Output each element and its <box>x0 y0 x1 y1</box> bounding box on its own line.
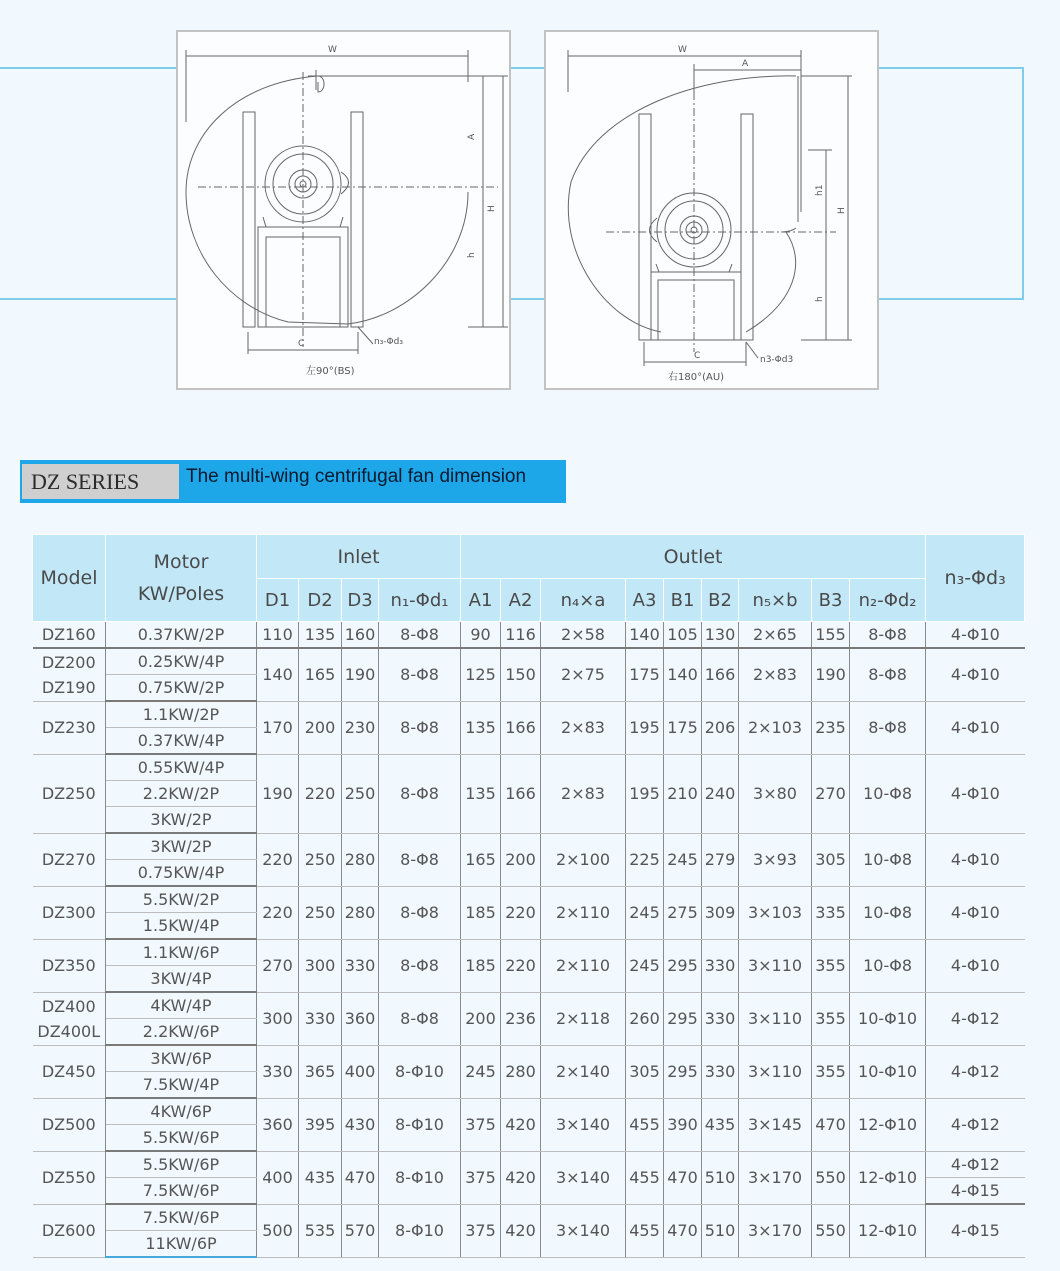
n3-d3-cell: 4-Φ12 <box>926 1151 1025 1178</box>
model-name: DZ300 <box>41 902 96 922</box>
header-col-9: B2 <box>702 579 739 622</box>
value-cell: 335 <box>812 886 850 939</box>
value-cell: 330 <box>342 939 379 992</box>
header-col-6: n₄×a <box>541 579 626 622</box>
value-cell: 365 <box>299 1045 342 1098</box>
motor-cell: 0.55KW/4P <box>106 754 257 781</box>
value-cell: 10-Φ8 <box>850 939 926 992</box>
value-cell: 195 <box>626 754 664 833</box>
motor-cell: 7.5KW/6P <box>106 1204 257 1231</box>
value-cell: 300 <box>257 992 299 1045</box>
value-cell: 455 <box>626 1151 664 1204</box>
motor-cell: 1.5KW/4P <box>106 913 257 940</box>
motor-cell: 4KW/4P <box>106 992 257 1019</box>
value-cell: 3×110 <box>739 992 812 1045</box>
value-cell: 150 <box>501 648 541 701</box>
value-cell: 185 <box>461 886 501 939</box>
value-cell: 455 <box>626 1204 664 1257</box>
value-cell: 135 <box>299 622 342 649</box>
value-cell: 2×118 <box>541 992 626 1045</box>
header-outlet: Outlet <box>461 535 926 579</box>
table-row <box>33 1098 1025 1125</box>
value-cell: 166 <box>501 701 541 754</box>
value-cell: 355 <box>812 992 850 1045</box>
value-cell: 420 <box>501 1151 541 1204</box>
value-cell: 2×83 <box>541 701 626 754</box>
value-cell: 220 <box>501 939 541 992</box>
table-row <box>33 1151 1025 1178</box>
value-cell: 300 <box>299 939 342 992</box>
value-cell: 420 <box>501 1204 541 1257</box>
value-cell: 165 <box>299 648 342 701</box>
value-cell: 2×110 <box>541 886 626 939</box>
value-cell: 12-Φ10 <box>850 1098 926 1151</box>
fan-drawing-right <box>546 32 877 388</box>
table-row <box>33 1204 1025 1231</box>
decor-line-left-top <box>0 67 178 69</box>
value-cell: 400 <box>257 1151 299 1204</box>
value-cell: 3×80 <box>739 754 812 833</box>
value-cell: 245 <box>664 833 702 886</box>
value-cell: 305 <box>626 1045 664 1098</box>
drawing-caption-left: 左90°(BS) <box>306 366 355 377</box>
value-cell: 12-Φ10 <box>850 1151 926 1204</box>
value-cell: 8-Φ8 <box>379 754 461 833</box>
value-cell: 155 <box>812 622 850 649</box>
model-cell <box>33 754 106 833</box>
value-cell: 535 <box>299 1204 342 1257</box>
motor-cell: 3KW/2P <box>106 833 257 860</box>
value-cell: 235 <box>812 701 850 754</box>
series-description: The multi-wing centrifugal fan dimension <box>186 466 527 487</box>
value-cell: 140 <box>626 622 664 649</box>
model-name: DZ500 <box>41 1114 96 1134</box>
dim-h1-label-right: h1 <box>815 184 825 196</box>
motor-cell: 1.1KW/6P <box>106 939 257 966</box>
value-cell: 8-Φ8 <box>379 939 461 992</box>
header-col-3: n₁-Φd₁ <box>379 579 461 622</box>
model-name: DZ600 <box>41 1220 96 1240</box>
value-cell: 455 <box>626 1098 664 1151</box>
value-cell: 3×140 <box>541 1204 626 1257</box>
header-motor: Motor KW/Poles <box>106 535 257 622</box>
value-cell: 245 <box>461 1045 501 1098</box>
value-cell: 360 <box>342 992 379 1045</box>
dim-h-label-left: h <box>467 252 477 258</box>
value-cell: 105 <box>664 622 702 649</box>
dim-h-label-right: h <box>815 296 825 302</box>
dim-a-label-left: A <box>467 133 477 140</box>
value-cell: 435 <box>299 1151 342 1204</box>
model-name: DZ350 <box>41 955 96 975</box>
value-cell: 420 <box>501 1098 541 1151</box>
value-cell: 375 <box>461 1151 501 1204</box>
motor-cell: 5.5KW/6P <box>106 1125 257 1152</box>
n3-d3-cell: 4-Φ10 <box>926 701 1025 754</box>
value-cell: 210 <box>664 754 702 833</box>
value-cell: 275 <box>664 886 702 939</box>
value-cell: 10-Φ10 <box>850 992 926 1045</box>
header-n3-d3: n₃-Φd₃ <box>926 535 1025 622</box>
value-cell: 3×170 <box>739 1204 812 1257</box>
value-cell: 430 <box>342 1098 379 1151</box>
value-cell: 8-Φ8 <box>379 648 461 701</box>
table-row <box>33 939 1025 966</box>
value-cell: 3×140 <box>541 1098 626 1151</box>
series-title-bar <box>20 460 566 503</box>
value-cell: 295 <box>664 1045 702 1098</box>
n3-d3-cell: 4-Φ10 <box>926 939 1025 992</box>
model-name: DZ270 <box>41 849 96 869</box>
value-cell: 135 <box>461 701 501 754</box>
value-cell: 206 <box>702 701 739 754</box>
motor-cell: 3KW/6P <box>106 1045 257 1072</box>
n3-d3-cell: 4-Φ15 <box>926 1178 1025 1205</box>
model-cell <box>33 1098 106 1151</box>
value-cell: 270 <box>257 939 299 992</box>
table-body <box>33 622 1025 1258</box>
value-cell: 305 <box>812 833 850 886</box>
series-name: DZ SERIES <box>22 464 179 499</box>
value-cell: 185 <box>461 939 501 992</box>
decor-line-mid-top <box>510 67 546 69</box>
motor-cell: 0.25KW/4P <box>106 648 257 675</box>
value-cell: 279 <box>702 833 739 886</box>
motor-cell: 7.5KW/4P <box>106 1072 257 1099</box>
value-cell: 200 <box>299 701 342 754</box>
dim-h-total-label-right: H <box>837 207 847 214</box>
value-cell: 250 <box>342 754 379 833</box>
n3-d3-cell: 4-Φ10 <box>926 754 1025 833</box>
value-cell: 140 <box>664 648 702 701</box>
table-row <box>33 1045 1025 1072</box>
value-cell: 2×103 <box>739 701 812 754</box>
model-name: DZ250 <box>41 783 96 803</box>
value-cell: 2×140 <box>541 1045 626 1098</box>
motor-cell: 2.2KW/2P <box>106 781 257 807</box>
value-cell: 550 <box>812 1204 850 1257</box>
value-cell: 166 <box>702 648 739 701</box>
n3-d3-cell: 4-Φ10 <box>926 886 1025 939</box>
value-cell: 3×145 <box>739 1098 812 1151</box>
value-cell: 470 <box>664 1151 702 1204</box>
model-cell <box>33 622 106 649</box>
decor-line-right-bottom <box>878 298 1024 300</box>
header-col-12: n₂-Φd₂ <box>850 579 926 622</box>
value-cell: 8-Φ10 <box>379 1151 461 1204</box>
motor-cell: 0.37KW/4P <box>106 728 257 755</box>
value-cell: 236 <box>501 992 541 1045</box>
value-cell: 8-Φ8 <box>850 648 926 701</box>
model-name: DZ450 <box>41 1061 96 1081</box>
value-cell: 175 <box>664 701 702 754</box>
value-cell: 125 <box>461 648 501 701</box>
n3-d3-cell: 4-Φ15 <box>926 1204 1025 1257</box>
value-cell: 220 <box>501 886 541 939</box>
table-row <box>33 886 1025 913</box>
value-cell: 190 <box>257 754 299 833</box>
value-cell: 280 <box>342 886 379 939</box>
motor-cell: 1.1KW/2P <box>106 701 257 728</box>
model-name: DZ160 <box>41 624 96 644</box>
value-cell: 8-Φ8 <box>379 622 461 649</box>
decor-line-right-top <box>878 67 1024 69</box>
n3-d3-cell: 4-Φ12 <box>926 992 1025 1045</box>
value-cell: 130 <box>702 622 739 649</box>
n3-d3-cell: 4-Φ12 <box>926 1098 1025 1151</box>
header-col-2: D3 <box>342 579 379 622</box>
drawing-left-90 <box>176 30 511 390</box>
value-cell: 2×58 <box>541 622 626 649</box>
value-cell: 395 <box>299 1098 342 1151</box>
model-cell <box>33 939 106 992</box>
motor-cell: 3KW/2P <box>106 807 257 834</box>
header-col-11: B3 <box>812 579 850 622</box>
value-cell: 435 <box>702 1098 739 1151</box>
value-cell: 2×83 <box>739 648 812 701</box>
value-cell: 330 <box>702 992 739 1045</box>
value-cell: 220 <box>299 754 342 833</box>
value-cell: 375 <box>461 1098 501 1151</box>
value-cell: 3×110 <box>739 1045 812 1098</box>
value-cell: 270 <box>812 754 850 833</box>
model-cell <box>33 833 106 886</box>
value-cell: 190 <box>342 648 379 701</box>
value-cell: 390 <box>664 1098 702 1151</box>
value-cell: 160 <box>342 622 379 649</box>
value-cell: 220 <box>257 886 299 939</box>
model-cell <box>33 886 106 939</box>
value-cell: 245 <box>626 939 664 992</box>
dim-w-label-right: W <box>678 45 687 55</box>
motor-cell: 7.5KW/6P <box>106 1178 257 1205</box>
model-name: DZ550 <box>41 1167 96 1187</box>
value-cell: 3×103 <box>739 886 812 939</box>
decor-line-right-vertical <box>1022 67 1024 300</box>
value-cell: 2×110 <box>541 939 626 992</box>
header-col-8: B1 <box>664 579 702 622</box>
model-name: DZ190 <box>41 677 96 697</box>
table-row <box>33 701 1025 728</box>
table-row <box>33 754 1025 781</box>
value-cell: 10-Φ8 <box>850 833 926 886</box>
decor-line-mid-bottom <box>510 298 546 300</box>
value-cell: 510 <box>702 1204 739 1257</box>
value-cell: 10-Φ8 <box>850 886 926 939</box>
value-cell: 166 <box>501 754 541 833</box>
value-cell: 355 <box>812 1045 850 1098</box>
value-cell: 355 <box>812 939 850 992</box>
model-name: DZ230 <box>41 717 96 737</box>
value-cell: 135 <box>461 754 501 833</box>
value-cell: 245 <box>626 886 664 939</box>
header-col-4: A1 <box>461 579 501 622</box>
drawing-caption-right: 右180°(AU) <box>668 372 725 383</box>
value-cell: 2×65 <box>739 622 812 649</box>
table-row <box>33 648 1025 675</box>
value-cell: 280 <box>342 833 379 886</box>
value-cell: 110 <box>257 622 299 649</box>
model-cell <box>33 1045 106 1098</box>
value-cell: 470 <box>812 1098 850 1151</box>
motor-cell: 0.37KW/2P <box>106 622 257 649</box>
value-cell: 8-Φ10 <box>379 1098 461 1151</box>
value-cell: 8-Φ8 <box>379 992 461 1045</box>
header-col-0: D1 <box>257 579 299 622</box>
dim-w-label-left: W <box>328 45 337 55</box>
value-cell: 140 <box>257 648 299 701</box>
value-cell: 375 <box>461 1204 501 1257</box>
value-cell: 470 <box>664 1204 702 1257</box>
value-cell: 330 <box>257 1045 299 1098</box>
fan-drawing-left <box>178 32 509 388</box>
value-cell: 3×170 <box>739 1151 812 1204</box>
drawing-right-180 <box>544 30 879 390</box>
n3-d3-cell: 4-Φ10 <box>926 622 1025 649</box>
motor-cell: 2.2KW/6P <box>106 1019 257 1046</box>
value-cell: 200 <box>461 992 501 1045</box>
motor-cell: 0.75KW/2P <box>106 675 257 702</box>
value-cell: 8-Φ10 <box>379 1045 461 1098</box>
value-cell: 2×83 <box>541 754 626 833</box>
value-cell: 3×140 <box>541 1151 626 1204</box>
value-cell: 220 <box>257 833 299 886</box>
value-cell: 190 <box>812 648 850 701</box>
model-cell <box>33 701 106 754</box>
dim-c-label-right: C <box>694 351 701 361</box>
motor-cell: 5.5KW/2P <box>106 886 257 913</box>
value-cell: 360 <box>257 1098 299 1151</box>
decor-line-left-bottom <box>0 298 178 300</box>
table-row <box>33 992 1025 1019</box>
header-col-5: A2 <box>501 579 541 622</box>
value-cell: 8-Φ8 <box>379 701 461 754</box>
motor-cell: 5.5KW/6P <box>106 1151 257 1178</box>
dimension-table <box>32 534 1025 1258</box>
value-cell: 165 <box>461 833 501 886</box>
value-cell: 240 <box>702 754 739 833</box>
value-cell: 280 <box>501 1045 541 1098</box>
value-cell: 295 <box>664 992 702 1045</box>
header-col-10: n₅×b <box>739 579 812 622</box>
table-row <box>33 833 1025 860</box>
motor-cell: 11KW/6P <box>106 1231 257 1258</box>
dim-hole-label-right: n3-Φd3 <box>760 355 794 365</box>
value-cell: 225 <box>626 833 664 886</box>
value-cell: 2×100 <box>541 833 626 886</box>
value-cell: 570 <box>342 1204 379 1257</box>
value-cell: 470 <box>342 1151 379 1204</box>
model-cell <box>33 1204 106 1257</box>
value-cell: 12-Φ10 <box>850 1204 926 1257</box>
motor-cell: 3KW/4P <box>106 966 257 993</box>
n3-d3-cell: 4-Φ10 <box>926 648 1025 701</box>
value-cell: 295 <box>664 939 702 992</box>
model-cell <box>33 648 106 701</box>
model-name: DZ400 <box>41 996 96 1016</box>
dim-hole-label-left: n₃-Φd₃ <box>374 337 403 347</box>
value-cell: 250 <box>299 886 342 939</box>
value-cell: 200 <box>501 833 541 886</box>
value-cell: 90 <box>461 622 501 649</box>
value-cell: 8-Φ8 <box>850 701 926 754</box>
motor-cell: 0.75KW/4P <box>106 860 257 887</box>
value-cell: 510 <box>702 1151 739 1204</box>
motor-cell: 4KW/6P <box>106 1098 257 1125</box>
value-cell: 10-Φ10 <box>850 1045 926 1098</box>
header-col-7: A3 <box>626 579 664 622</box>
dim-c-label-left: C <box>298 339 305 349</box>
value-cell: 400 <box>342 1045 379 1098</box>
model-cell <box>33 1151 106 1204</box>
n3-d3-cell: 4-Φ12 <box>926 1045 1025 1098</box>
value-cell: 8-Φ8 <box>379 886 461 939</box>
value-cell: 8-Φ10 <box>379 1204 461 1257</box>
value-cell: 116 <box>501 622 541 649</box>
value-cell: 175 <box>626 648 664 701</box>
value-cell: 550 <box>812 1151 850 1204</box>
value-cell: 330 <box>702 1045 739 1098</box>
value-cell: 8-Φ8 <box>379 833 461 886</box>
header-inlet: Inlet <box>257 535 461 579</box>
value-cell: 500 <box>257 1204 299 1257</box>
value-cell: 10-Φ8 <box>850 754 926 833</box>
value-cell: 330 <box>299 992 342 1045</box>
model-name: DZ400L <box>37 1021 101 1041</box>
value-cell: 250 <box>299 833 342 886</box>
value-cell: 170 <box>257 701 299 754</box>
value-cell: 330 <box>702 939 739 992</box>
value-cell: 260 <box>626 992 664 1045</box>
dim-a-label-right: A <box>742 59 749 69</box>
value-cell: 195 <box>626 701 664 754</box>
value-cell: 2×75 <box>541 648 626 701</box>
header-model: Model <box>33 535 106 622</box>
value-cell: 8-Φ8 <box>850 622 926 649</box>
dim-h-total-label-left: H <box>487 205 497 212</box>
model-name: DZ200 <box>41 652 96 672</box>
table-row <box>33 622 1025 649</box>
header-col-1: D2 <box>299 579 342 622</box>
n3-d3-cell: 4-Φ10 <box>926 833 1025 886</box>
model-cell <box>33 992 106 1045</box>
value-cell: 230 <box>342 701 379 754</box>
value-cell: 3×110 <box>739 939 812 992</box>
value-cell: 3×93 <box>739 833 812 886</box>
value-cell: 309 <box>702 886 739 939</box>
